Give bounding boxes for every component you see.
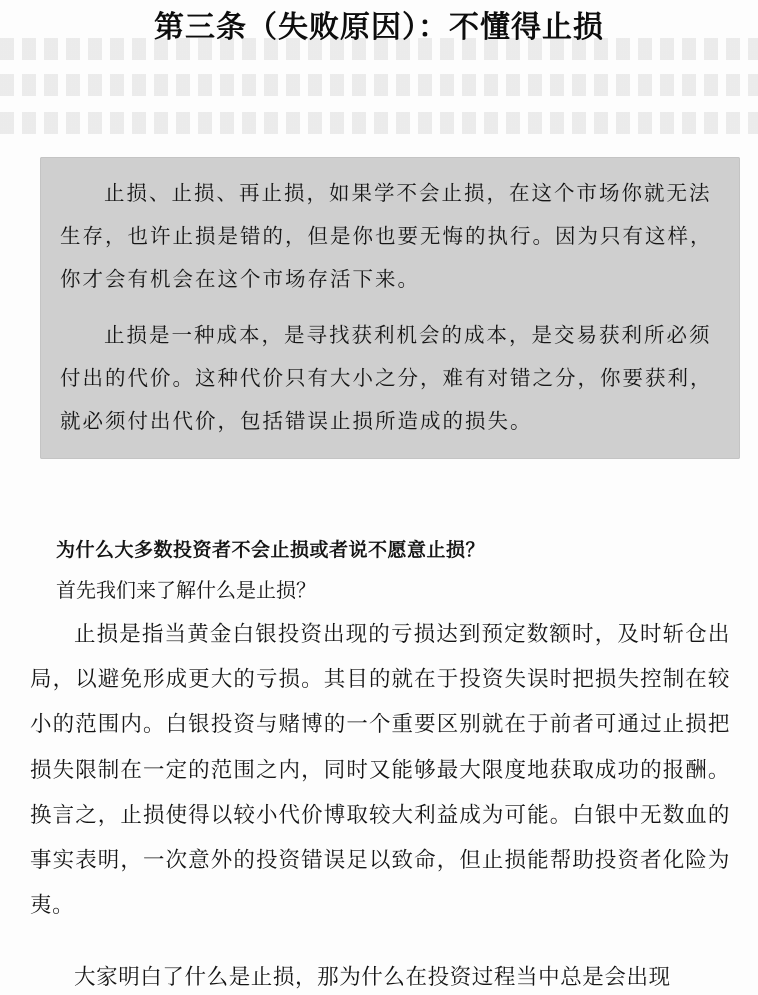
callout-paragraph: 止损、止损、再止损，如果学不会止损，在这个市场你就无法生存，也许止损是错的，但是你也要无悔的执行。因为只有这样，你才会有机会在这个市场存活下来。 bbox=[60, 181, 713, 291]
highlight-callout-box bbox=[40, 157, 740, 459]
bleed-through-texture bbox=[0, 112, 758, 134]
closing-paragraph-start: 大家明白了什么是止损，那为什么在投资过程当中总是会出现 bbox=[74, 965, 671, 990]
intro-line: 首先我们来了解什么是止损？ bbox=[56, 578, 316, 602]
page-title: 第三条（失败原因）：不懂得止损 bbox=[154, 10, 604, 45]
bleed-through-texture bbox=[0, 74, 758, 96]
definition-paragraph: 止损是指当黄金白银投资出现的亏损达到预定数额时，及时斩仓出局，以避免形成更大的亏损。其目的就在于投资失误时把损失控制在较小的范围内。白银投资与赌博的一个重要区别就在于前者可通过止损把损失限制在一定的范围之内，同时又能够最大限度地获取成功的报酬。换言之，止损使得以较小代价博取较大利益成为可能。白银中无数血的事实表明，一次意外的投资错误足以致命，但止损能帮助投资者化险为夷。 bbox=[30, 622, 730, 919]
section-question: 为什么大多数投资者不会止损或者说不愿意止损？ bbox=[56, 539, 486, 561]
callout-paragraph: 止损是一种成本，是寻找获利机会的成本，是交易获利所必须付出的代价。这种代价只有大小之分，难有对错之分，你要获利，就必须付出代价，包括错误止损所造成的损失。 bbox=[60, 323, 713, 433]
